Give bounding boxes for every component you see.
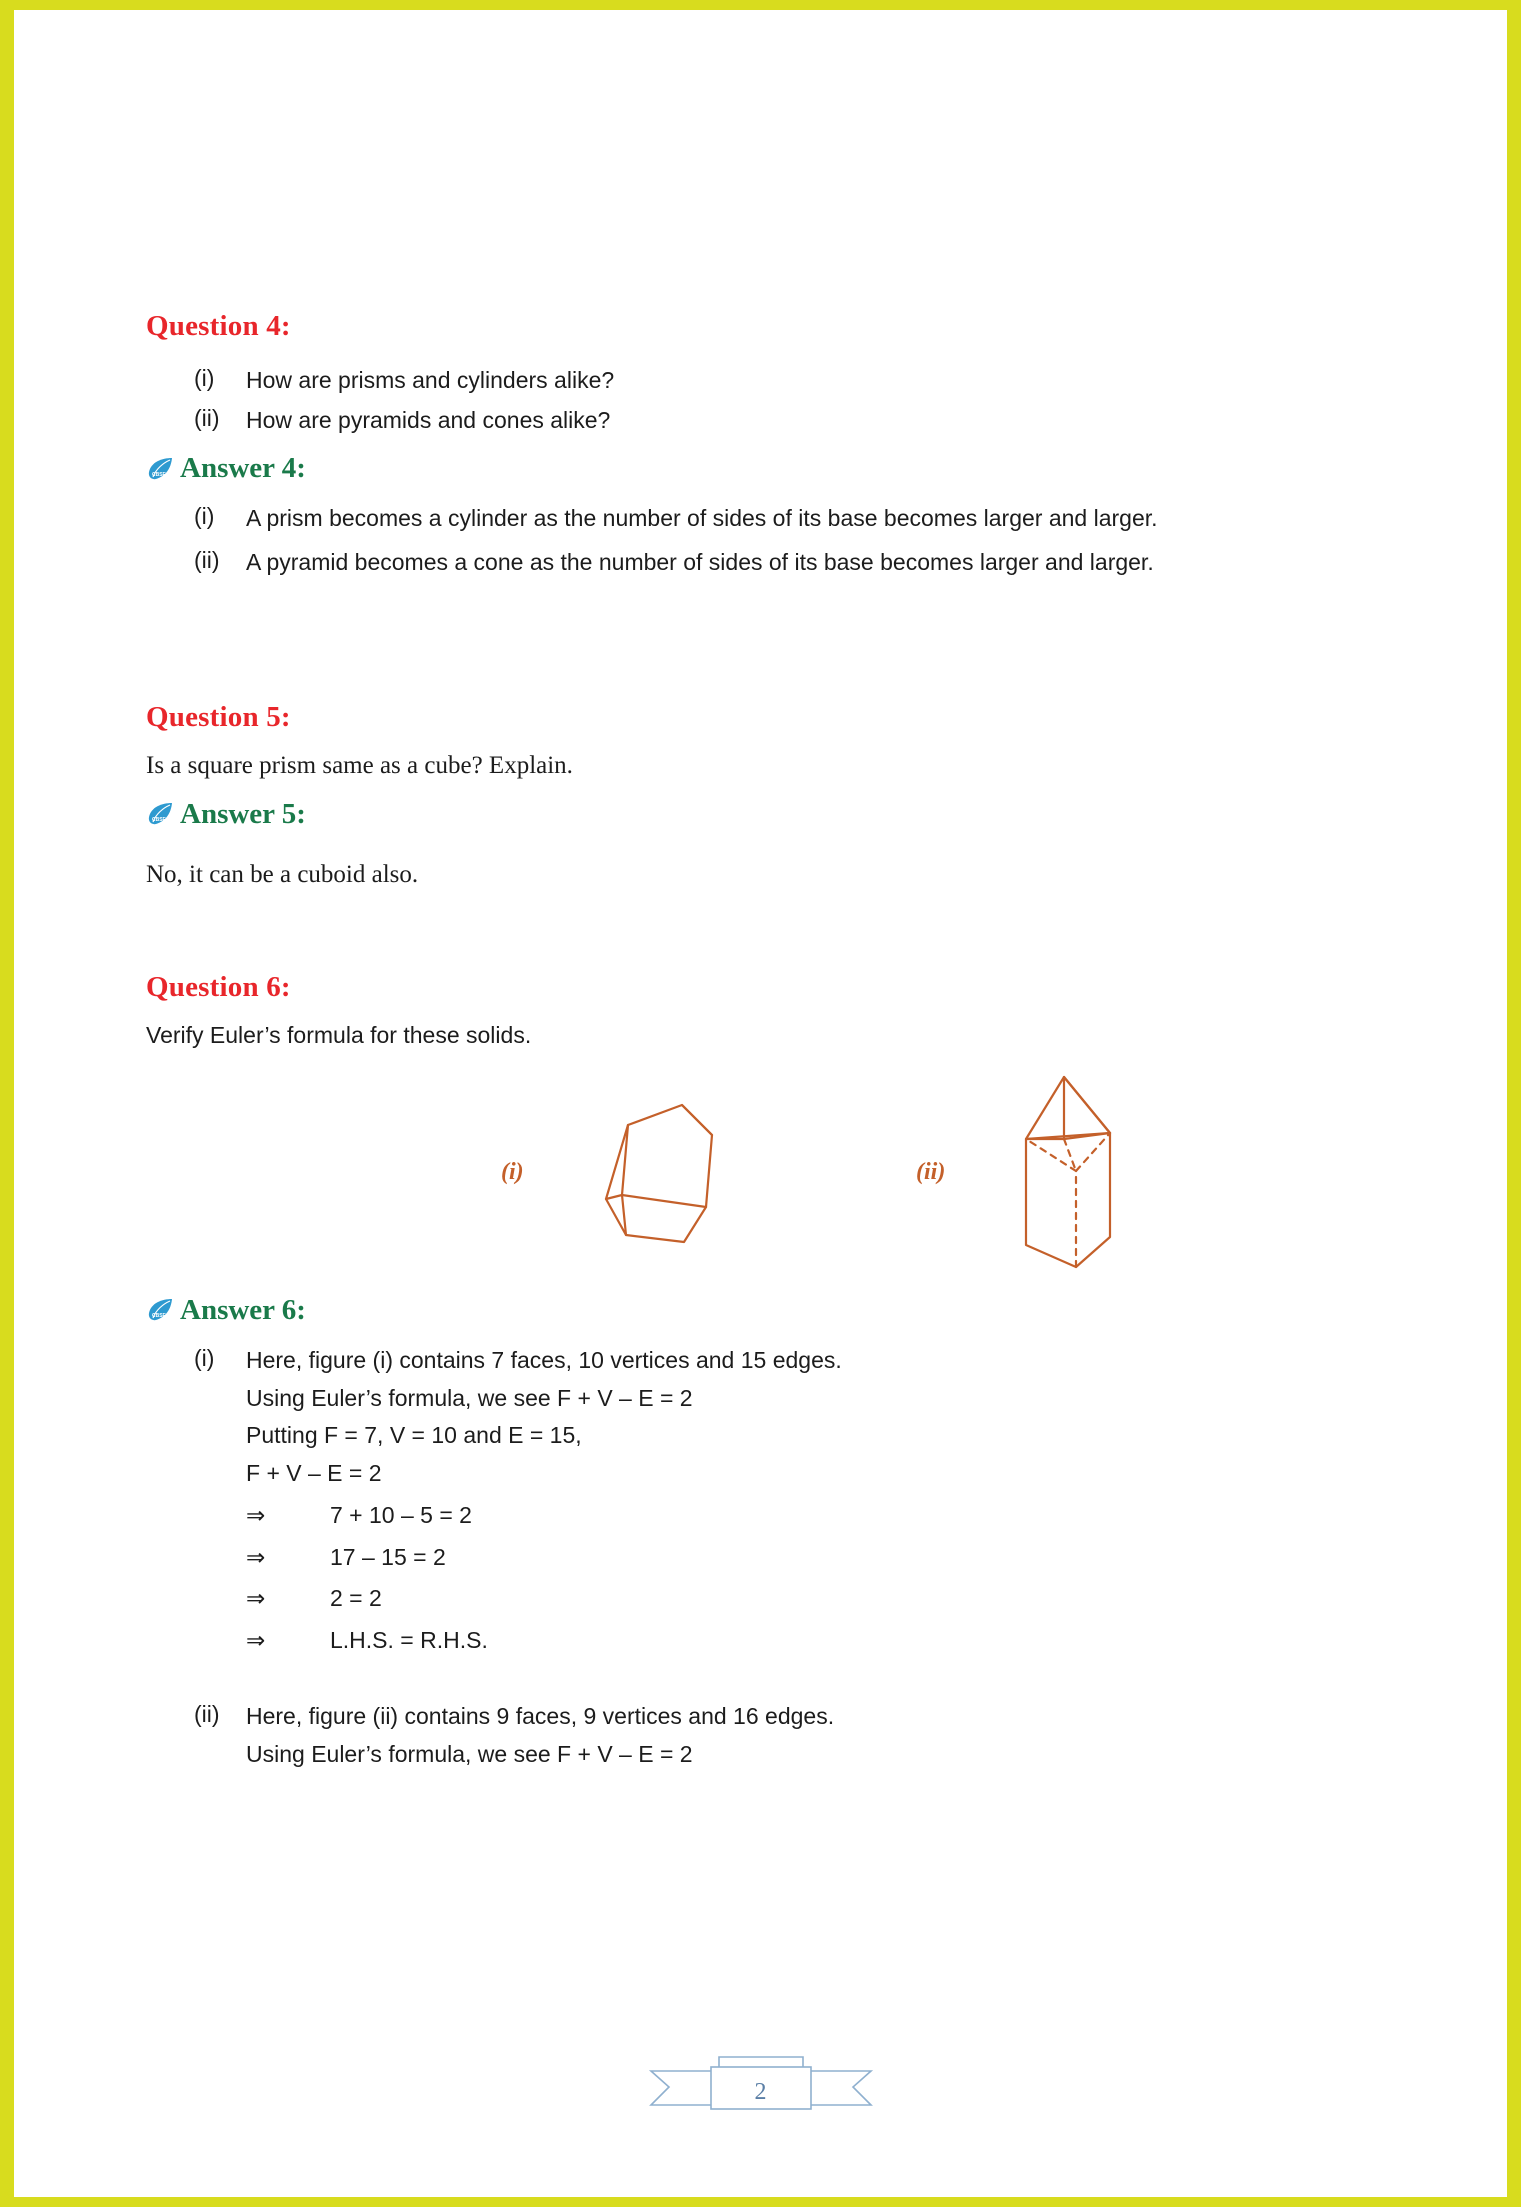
answer-6-part-i (146, 1345, 1436, 1657)
page-content (146, 10, 1436, 1770)
question-6-heading: Question 6: (146, 970, 291, 1003)
question-4-item-i-text: How are prisms and cylinders alike? (246, 367, 615, 393)
question-4-item-ii (146, 405, 1436, 437)
page-number: 2 (754, 2079, 767, 2105)
answer-4-item-ii-marker: (ii) (194, 547, 220, 574)
answer-6-part-i-marker: (i) (194, 1344, 215, 1371)
answer-4-heading: Answer 4: (180, 452, 306, 485)
question-5-text: Is a square prism same as a cube? Explain. (146, 751, 573, 779)
answer-6-step-4 (246, 1625, 1436, 1657)
leaf-icon (146, 456, 176, 482)
figure-label-i: (i) (501, 1158, 524, 1185)
answer-5-heading: Answer 5: (180, 797, 306, 830)
question-4-item-i (146, 365, 1436, 397)
answer-6-step-2-text: 17 – 15 = 2 (330, 1543, 446, 1570)
answer-4-item-ii (146, 547, 1436, 579)
answer-6-heading-row (146, 1294, 1436, 1327)
answer-6-part-i-line-1: Here, figure (i) contains 7 faces, 10 vertices and 15 edges. (246, 1346, 842, 1373)
answer-4-item-i (146, 503, 1436, 535)
page-footer (28, 2053, 1493, 2123)
answer-6-part-i-body (246, 1345, 1436, 1657)
answer-6-heading: Answer 6: (180, 1293, 306, 1326)
prism-pyramid-figure-ii (1006, 1067, 1166, 1282)
answer-5-text: No, it can be a cuboid also. (146, 860, 419, 888)
answer-6-step-4-text: L.H.S. = R.H.S. (330, 1627, 488, 1654)
svg-text:CBSE: CBSE (152, 817, 166, 824)
answer-6-part-ii-body (246, 1701, 1436, 1770)
answer-6-step-3-text: 2 = 2 (330, 1585, 382, 1612)
answer-4-item-i-marker: (i) (194, 503, 215, 530)
question-4-item-ii-marker: (ii) (194, 404, 220, 431)
question-4-item-ii-text: How are pyramids and cones alike? (246, 406, 611, 433)
arrow-icon: ⇒ (246, 1627, 266, 1654)
leaf-icon (146, 1297, 176, 1323)
answer-4-item-ii-text: A pyramid becomes a cone as the number of sides of its base becomes larger and larger. (246, 549, 1154, 576)
arrow-icon: ⇒ (246, 1501, 266, 1528)
answer-6-part-i-line-2: Using Euler’s formula, we see F + V – E = 2 (246, 1384, 693, 1411)
question-5-heading: Question 5: (146, 700, 291, 733)
question-6-text: Verify Euler’s formula for these solids. (146, 1021, 532, 1048)
svg-text:CBSE: CBSE (152, 471, 166, 478)
svg-text:CBSE: CBSE (152, 1313, 166, 1320)
figure-label-ii: (ii) (916, 1158, 946, 1185)
question-4-heading: Question 4: (146, 310, 291, 342)
answer-6-part-i-line-3: Putting F = 7, V = 10 and E = 15, (246, 1422, 582, 1449)
answer-6-step-1 (246, 1500, 1436, 1532)
question-6-figures (146, 1067, 1436, 1282)
answer-6-part-ii-marker: (ii) (194, 1700, 220, 1727)
arrow-icon: ⇒ (246, 1543, 266, 1570)
arrow-icon: ⇒ (246, 1585, 266, 1612)
prism-figure-i (586, 1087, 766, 1282)
answer-6-step-3 (246, 1583, 1436, 1615)
answer-4-heading-row (146, 452, 1436, 485)
leaf-icon (146, 801, 176, 827)
answer-6-step-2 (246, 1542, 1436, 1574)
page-sheet (28, 10, 1493, 2197)
answer-6-step-1-text: 7 + 10 – 5 = 2 (330, 1501, 472, 1528)
answer-6-part-i-line-4: F + V – E = 2 (246, 1460, 382, 1487)
answer-6-part-ii-line-2: Using Euler’s formula, we see F + V – E = 2 (246, 1740, 693, 1767)
answer-6-part-ii (146, 1701, 1436, 1770)
answer-6-part-ii-line-1: Here, figure (ii) contains 9 faces, 9 vertices and 16 edges. (246, 1702, 835, 1729)
question-4-item-i-marker: (i) (194, 365, 215, 391)
answer-4-item-i-text: A prism becomes a cylinder as the number of sides of its base becomes larger and larger. (246, 505, 1158, 532)
answer-5-heading-row (146, 798, 1436, 831)
